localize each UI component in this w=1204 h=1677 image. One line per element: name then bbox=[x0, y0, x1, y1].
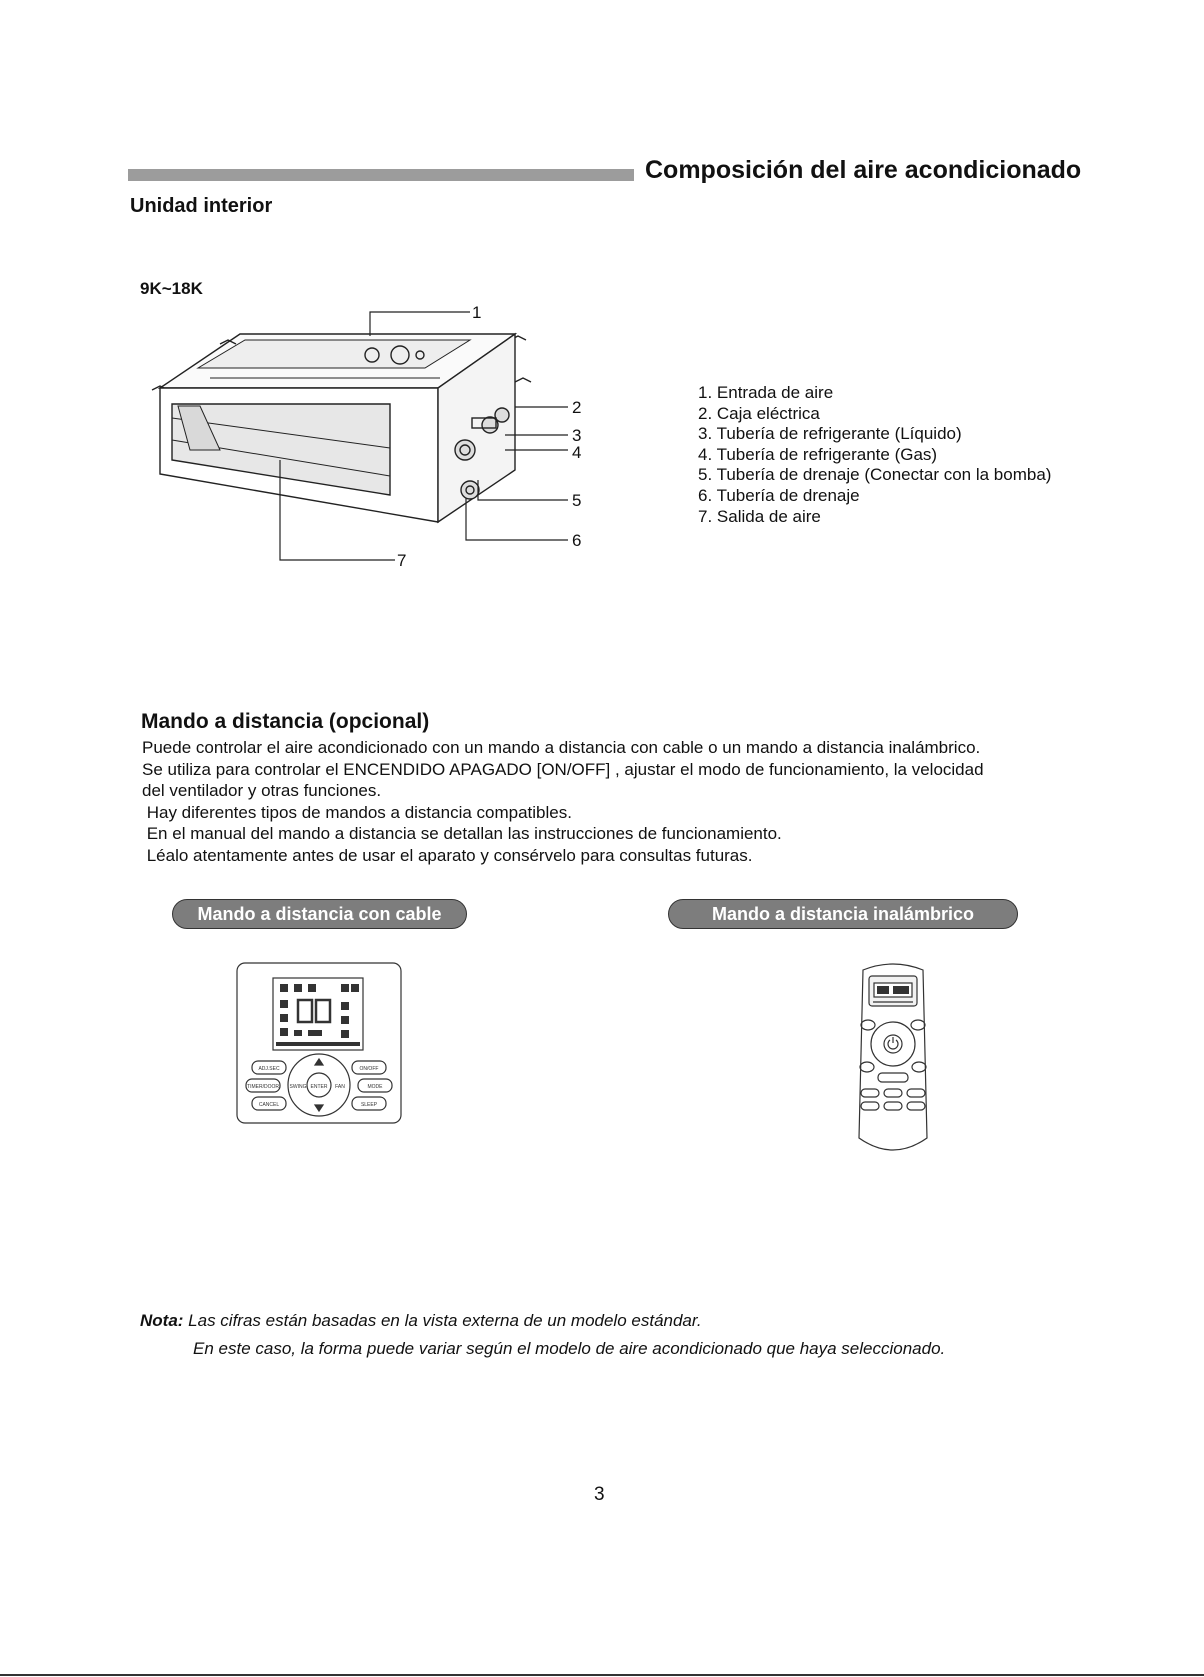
legend-item: 2. Caja eléctrica bbox=[698, 403, 820, 423]
remote-paragraph bbox=[142, 737, 1122, 867]
callout-6: 6 bbox=[572, 531, 582, 550]
button-label: ON/OFF bbox=[359, 1066, 379, 1072]
remote-heading: Mando a distancia (opcional) bbox=[141, 710, 430, 733]
callout-7: 7 bbox=[397, 551, 407, 570]
callout-2: 2 bbox=[572, 398, 582, 417]
button-label: SLEEP bbox=[360, 1102, 378, 1108]
paragraph-line: Se utiliza para controlar el ENCENDIDO APAGADO [ON/OFF] , ajustar el modo de funcionamiento, la velocidad bbox=[142, 759, 984, 779]
model-range: 9K~18K bbox=[140, 279, 203, 298]
legend-item: 4. Tubería de refrigerante (Gas) bbox=[698, 444, 938, 464]
legend-item: 7. Salida de aire bbox=[698, 506, 821, 526]
button-label: TIMER/DOOR bbox=[247, 1084, 279, 1090]
button-label: SWING bbox=[289, 1084, 307, 1090]
paragraph-line: Hay diferentes tipos de mandos a distancia compatibles. bbox=[142, 802, 572, 822]
legend-item: 1. Entrada de aire bbox=[698, 383, 834, 402]
page-number: 3 bbox=[594, 1484, 605, 1505]
note-line-1: Las cifras están basadas en la vista externa de un modelo estándar. bbox=[183, 1311, 702, 1330]
legend-item: 5. Tubería de drenaje (Conectar con la bomba) bbox=[698, 465, 1052, 485]
note bbox=[140, 1307, 945, 1363]
note-line-2: En este caso, la forma puede variar según el modelo de aire acondicionado que haya seleccionado. bbox=[193, 1339, 946, 1358]
callout-4: 4 bbox=[572, 443, 582, 462]
callout-5: 5 bbox=[572, 491, 582, 510]
legend-item: 6. Tubería de drenaje bbox=[698, 485, 860, 505]
button-label: MODE bbox=[367, 1084, 383, 1090]
bottom-rule bbox=[0, 1674, 1204, 1676]
wireless-remote-label: Mando a distancia inalámbrico bbox=[668, 899, 1018, 929]
title-rule bbox=[128, 169, 634, 181]
button-label: CANCEL bbox=[258, 1102, 280, 1108]
button-label: FAN bbox=[335, 1084, 345, 1090]
page-title: Composición del aire acondicionado bbox=[645, 156, 1082, 184]
paragraph-line: Léalo atentamente antes de usar el aparato y consérvelo para consultas futuras. bbox=[142, 845, 753, 865]
wireless-remote-illustration bbox=[853, 958, 933, 1160]
indoor-unit-diagram bbox=[150, 300, 620, 572]
paragraph-line: del ventilador y otras funciones. bbox=[142, 781, 382, 801]
callout-3: 3 bbox=[572, 426, 582, 445]
button-label: ADJ.SEC bbox=[258, 1066, 280, 1072]
paragraph-line: Puede controlar el aire acondicionado con un mando a distancia con cable o un mando a distancia inalámbrico. bbox=[142, 738, 981, 757]
wired-remote-illustration bbox=[236, 962, 402, 1124]
note-label: Nota: bbox=[140, 1311, 184, 1330]
wired-remote-label: Mando a distancia con cable bbox=[172, 899, 467, 929]
paragraph-line: En el manual del mando a distancia se detallan las instrucciones de funcionamiento. bbox=[142, 824, 782, 844]
legend-item: 3. Tubería de refrigerante (Líquido) bbox=[698, 424, 962, 444]
callout-1: 1 bbox=[472, 303, 482, 322]
indoor-unit-heading: Unidad interior bbox=[130, 195, 273, 217]
button-label: ENTER bbox=[310, 1084, 328, 1090]
parts-legend bbox=[698, 383, 1051, 527]
